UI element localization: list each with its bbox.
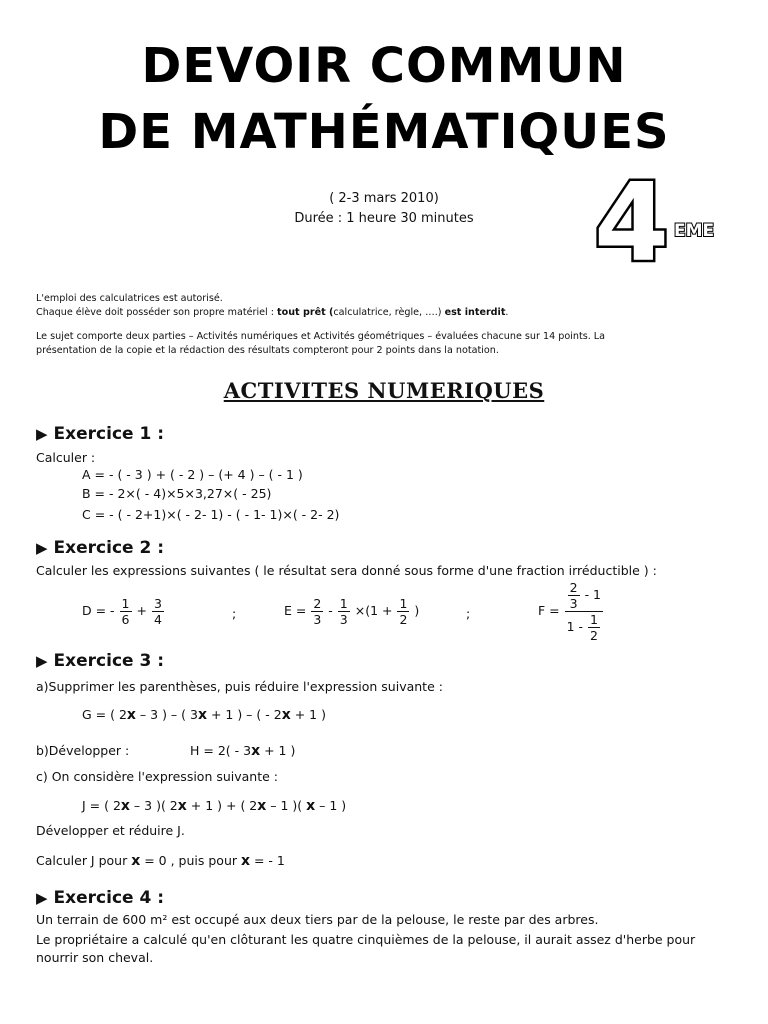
level-suffix: EME bbox=[674, 221, 715, 241]
fraction: $\frac{1}{2}$ bbox=[590, 612, 598, 643]
intro-line-3: Le sujet comporte deux parties – Activités numériques et Activités géométriques – évaluées chacune sur 14 points. La bbox=[36, 331, 606, 342]
fraction: $\frac{2}{3}$ bbox=[313, 596, 322, 627]
intro-rules bbox=[36, 292, 736, 320]
expression-a: A = - ( - 3 ) + ( - 2 ) – (+ 4 ) – ( - 1 ) bbox=[82, 467, 303, 482]
separator: ; bbox=[232, 606, 237, 621]
fraction: $\frac{1}{6}$ bbox=[121, 596, 130, 627]
intro-line-2: Chaque élève doit posséder son propre matériel : tout prêt (calculatrice, règle, ….) est interdit. bbox=[36, 307, 509, 318]
grade-level-badge bbox=[586, 168, 726, 268]
exercise-1-intro: Calculer : bbox=[36, 450, 96, 465]
triangle-icon: ▶ bbox=[36, 425, 48, 443]
separator: ; bbox=[466, 606, 471, 621]
exercise-1-title: ▶ Exercice 1 : bbox=[36, 424, 165, 444]
expression-g: G = ( 2x – 3 ) – ( 3x + 1 ) – ( - 2x + 1 ) bbox=[82, 707, 326, 723]
expression-d: D = - $\frac{1}{6}$ + $\frac{3}{4}$ bbox=[82, 596, 162, 627]
complex-numerator: $\frac{2}{3}$ - 1 bbox=[565, 580, 603, 612]
complex-fraction bbox=[565, 580, 603, 643]
title-line-1: DEVOIR COMMUN bbox=[141, 38, 627, 94]
fraction: $\frac{1}{3}$ bbox=[339, 596, 348, 627]
intro-line-4: présentation de la copie et la rédaction des résultats compteront pour 2 points dans la notation. bbox=[36, 345, 499, 356]
expression-h: H = 2( - 3x + 1 ) bbox=[190, 743, 296, 759]
expression-f: F = $\frac{2}{3}$ - 1 1 - $\frac{1}{2}$ bbox=[538, 580, 601, 643]
intro-scoring bbox=[36, 330, 736, 358]
triangle-icon: ▶ bbox=[36, 889, 48, 907]
expression-j: J = ( 2x – 3 )( 2x + 1 ) + ( 2x – 1 )( x – 1 ) bbox=[82, 798, 347, 814]
exercise-4-line-3: nourrir son cheval. bbox=[36, 950, 154, 965]
exercise-4-title: ▶ Exercice 4 : bbox=[36, 888, 165, 908]
title-line-2: DE MATHÉMATIQUES bbox=[98, 104, 670, 160]
fraction: $\frac{1}{2}$ bbox=[399, 596, 408, 627]
expression-c: C = - ( - 2+1)×( - 2- 1) - ( - 1- 1)×( - 2- 2) bbox=[82, 507, 340, 522]
intro-line-1: L'emploi des calculatrices est autorisé. bbox=[36, 293, 223, 304]
fraction: $\frac{3}{4}$ bbox=[153, 596, 162, 627]
triangle-icon: ▶ bbox=[36, 539, 48, 557]
exercise-3-title: ▶ Exercice 3 : bbox=[36, 651, 165, 671]
exercise-4-line-2: Le propriétaire a calculé qu'en clôturant les quatre cinquièmes de la pelouse, il aurait assez d'herbe pour bbox=[36, 932, 696, 947]
expression-b: B = - 2×( - 4)×5×3,27×( - 25) bbox=[82, 486, 272, 501]
exercise-3-part-c: c) On considère l'expression suivante : bbox=[36, 769, 279, 784]
section-title: ACTIVITES NUMERIQUES bbox=[223, 378, 545, 403]
expression-e: E = $\frac{2}{3}$ - $\frac{1}{3}$ ×(1 + $\frac{1}{2}$ ) bbox=[284, 596, 420, 627]
exam-duration: Durée : 1 heure 30 minutes bbox=[294, 211, 474, 226]
exercise-4-line-1: Un terrain de 600 m² est occupé aux deux tiers par de la pelouse, le reste par des arbres. bbox=[36, 912, 599, 927]
develop-instruction: Développer et réduire J. bbox=[36, 823, 185, 838]
exercise-3-part-b: b)Développer : bbox=[36, 743, 130, 758]
complex-denominator: 1 - $\frac{1}{2}$ bbox=[566, 612, 598, 643]
exercise-2-title: ▶ Exercice 2 : bbox=[36, 538, 165, 558]
level-number: 4 bbox=[594, 168, 670, 268]
exercise-3-part-a: a)Supprimer les parenthèses, puis réduire l'expression suivante : bbox=[36, 679, 443, 694]
fraction: $\frac{2}{3}$ bbox=[569, 580, 578, 611]
triangle-icon: ▶ bbox=[36, 652, 48, 670]
exam-date: ( 2-3 mars 2010) bbox=[329, 191, 439, 206]
exercise-2-intro: Calculer les expressions suivantes ( le résultat sera donné sous forme d'une fraction irréductible ) : bbox=[36, 563, 657, 578]
evaluate-instruction: Calculer J pour x = 0 , puis pour x = - 1 bbox=[36, 853, 285, 869]
